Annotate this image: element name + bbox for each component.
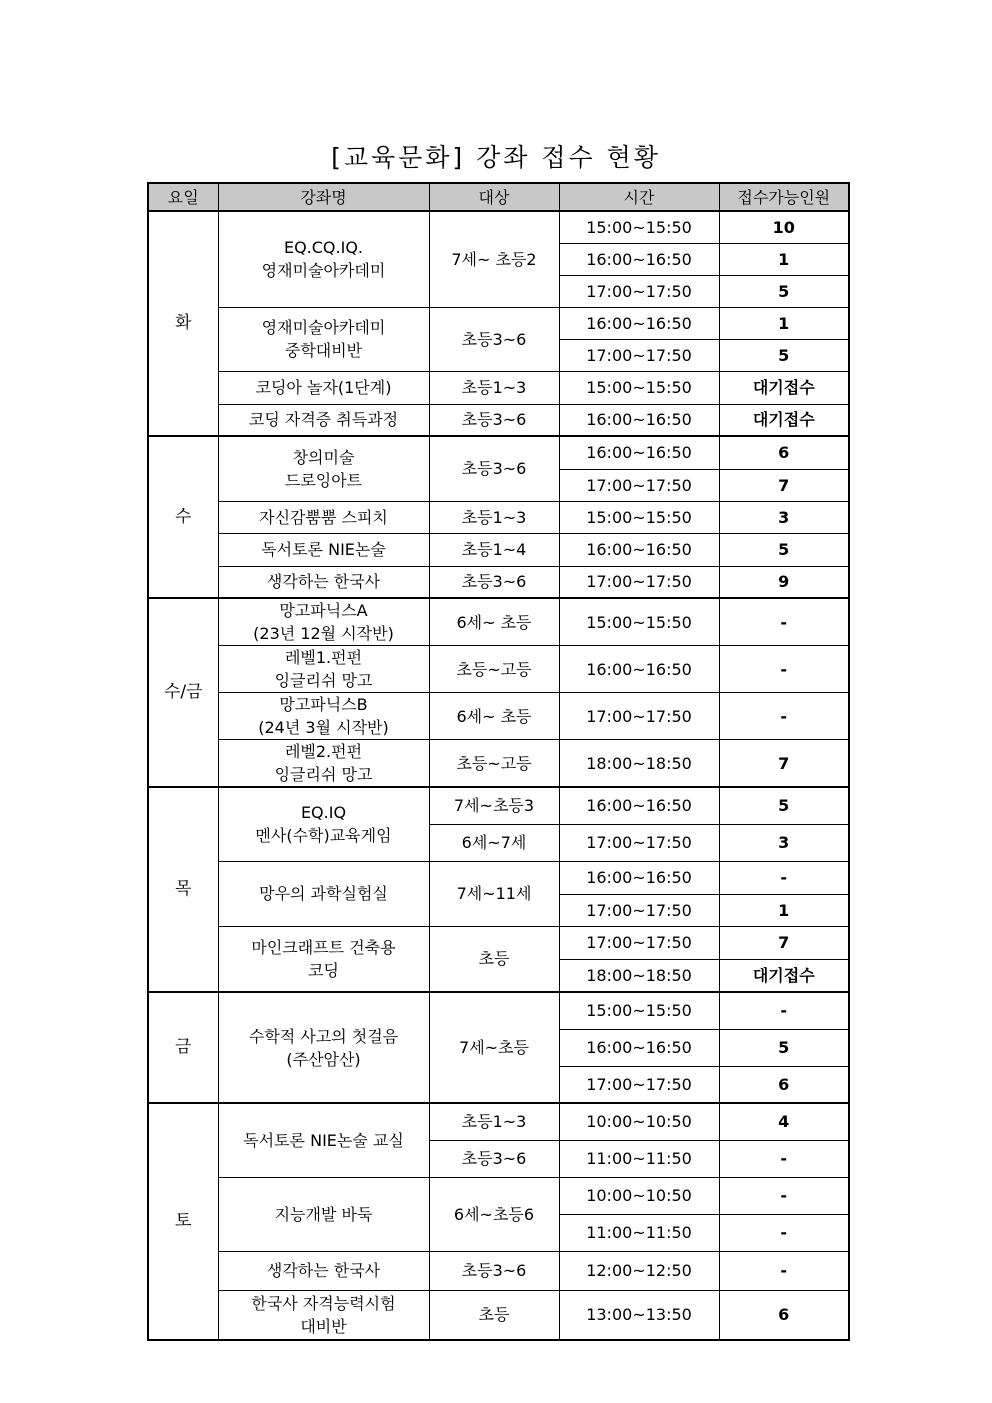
time-cell: 11:00~11:50 xyxy=(559,1140,719,1177)
target-cell: 초등1~4 xyxy=(429,533,559,566)
capacity-cell: 7 xyxy=(719,740,849,788)
day-cell: 수 xyxy=(148,436,218,598)
table-row xyxy=(148,598,849,646)
table-row xyxy=(148,1103,849,1140)
table-row xyxy=(148,1251,849,1290)
capacity-cell: 4 xyxy=(719,1103,849,1140)
time-cell: 16:00~16:50 xyxy=(559,243,719,275)
target-cell: 초등~고등 xyxy=(429,740,559,788)
table-row xyxy=(148,787,849,824)
target-cell: 초등3~6 xyxy=(429,404,559,436)
time-cell: 15:00~15:50 xyxy=(559,598,719,646)
capacity-cell: 3 xyxy=(719,824,849,861)
target-cell: 6세~ 초등 xyxy=(429,693,559,740)
time-cell: 17:00~17:50 xyxy=(559,469,719,501)
header-course-name: 강좌명 xyxy=(218,183,429,211)
target-cell: 6세~초등6 xyxy=(429,1177,559,1251)
capacity-cell: 5 xyxy=(719,787,849,824)
target-cell: 초등3~6 xyxy=(429,566,559,598)
target-cell: 7세~초등3 xyxy=(429,787,559,824)
day-cell: 금 xyxy=(148,992,218,1103)
time-cell: 12:00~12:50 xyxy=(559,1251,719,1290)
time-cell: 17:00~17:50 xyxy=(559,1066,719,1103)
target-cell: 초등~고등 xyxy=(429,646,559,693)
target-cell: 초등3~6 xyxy=(429,1140,559,1177)
course-name-cell: 독서토론 NIE논술 교실 xyxy=(218,1103,429,1177)
table-row xyxy=(148,211,849,243)
capacity-cell: - xyxy=(719,693,849,740)
capacity-cell: - xyxy=(719,598,849,646)
course-name-cell: 자신감뿜뿜 스피치 xyxy=(218,501,429,533)
target-cell: 7세~초등 xyxy=(429,992,559,1103)
time-cell: 13:00~13:50 xyxy=(559,1290,719,1340)
target-cell: 초등 xyxy=(429,926,559,992)
header-target: 대상 xyxy=(429,183,559,211)
time-cell: 11:00~11:50 xyxy=(559,1214,719,1251)
course-name-cell: 레벨1.펀펀 잉글리쉬 망고 xyxy=(218,646,429,693)
table-row xyxy=(148,646,849,693)
table-row xyxy=(148,307,849,339)
table-row xyxy=(148,740,849,788)
day-cell: 토 xyxy=(148,1103,218,1340)
target-cell: 7세~11세 xyxy=(429,861,559,926)
time-cell: 16:00~16:50 xyxy=(559,533,719,566)
table-row xyxy=(148,371,849,404)
capacity-cell: 대기접수 xyxy=(719,959,849,992)
header-row xyxy=(148,183,849,211)
target-cell: 초등3~6 xyxy=(429,436,559,501)
time-cell: 18:00~18:50 xyxy=(559,740,719,788)
time-cell: 16:00~16:50 xyxy=(559,404,719,436)
target-cell: 초등3~6 xyxy=(429,1251,559,1290)
header-capacity: 접수가능인원 xyxy=(719,183,849,211)
target-cell: 초등1~3 xyxy=(429,501,559,533)
capacity-cell: 1 xyxy=(719,243,849,275)
table-row xyxy=(148,1177,849,1214)
capacity-cell: 대기접수 xyxy=(719,371,849,404)
capacity-cell: - xyxy=(719,992,849,1029)
course-name-cell: 창의미술 드로잉아트 xyxy=(218,436,429,501)
course-name-cell: 생각하는 한국사 xyxy=(218,566,429,598)
target-cell: 초등1~3 xyxy=(429,1103,559,1140)
capacity-cell: 5 xyxy=(719,533,849,566)
capacity-cell: - xyxy=(719,646,849,693)
capacity-cell: 5 xyxy=(719,339,849,371)
capacity-cell: 6 xyxy=(719,1290,849,1340)
course-name-cell: EQ.IQ 멘사(수학)교육게임 xyxy=(218,787,429,861)
capacity-cell: 대기접수 xyxy=(719,404,849,436)
day-cell: 수/금 xyxy=(148,598,218,787)
course-name-cell: EQ.CQ.IQ. 영재미술아카데미 xyxy=(218,211,429,307)
day-cell: 목 xyxy=(148,787,218,992)
capacity-cell: 6 xyxy=(719,436,849,469)
capacity-cell: 6 xyxy=(719,1066,849,1103)
header-day: 요일 xyxy=(148,183,218,211)
capacity-cell: - xyxy=(719,1140,849,1177)
table-row xyxy=(148,926,849,959)
capacity-cell: 9 xyxy=(719,566,849,598)
course-name-cell: 생각하는 한국사 xyxy=(218,1251,429,1290)
capacity-cell: 7 xyxy=(719,926,849,959)
time-cell: 10:00~10:50 xyxy=(559,1177,719,1214)
course-name-cell: 코딩 자격증 취득과정 xyxy=(218,404,429,436)
course-name-cell: 망고파닉스B (24년 3월 시작반) xyxy=(218,693,429,740)
course-name-cell: 마인크래프트 건축용 코딩 xyxy=(218,926,429,992)
time-cell: 17:00~17:50 xyxy=(559,339,719,371)
time-cell: 16:00~16:50 xyxy=(559,861,719,894)
table-row xyxy=(148,992,849,1029)
time-cell: 17:00~17:50 xyxy=(559,566,719,598)
time-cell: 18:00~18:50 xyxy=(559,959,719,992)
time-cell: 16:00~16:50 xyxy=(559,787,719,824)
capacity-cell: - xyxy=(719,1177,849,1214)
day-cell: 화 xyxy=(148,211,218,436)
time-cell: 15:00~15:50 xyxy=(559,371,719,404)
table-row xyxy=(148,566,849,598)
course-name-cell: 망고파닉스A (23년 12월 시작반) xyxy=(218,598,429,646)
target-cell: 6세~ 초등 xyxy=(429,598,559,646)
course-name-cell: 영재미술아카데미 중학대비반 xyxy=(218,307,429,371)
table-row xyxy=(148,533,849,566)
target-cell: 6세~7세 xyxy=(429,824,559,861)
time-cell: 17:00~17:50 xyxy=(559,275,719,307)
table-row xyxy=(148,436,849,469)
time-cell: 16:00~16:50 xyxy=(559,307,719,339)
target-cell: 초등3~6 xyxy=(429,307,559,371)
course-name-cell: 독서토론 NIE논술 xyxy=(218,533,429,566)
time-cell: 16:00~16:50 xyxy=(559,1029,719,1066)
course-registration-table xyxy=(147,182,850,1341)
capacity-cell: 10 xyxy=(719,211,849,243)
course-name-cell: 망우의 과학실험실 xyxy=(218,861,429,926)
time-cell: 17:00~17:50 xyxy=(559,926,719,959)
time-cell: 16:00~16:50 xyxy=(559,436,719,469)
capacity-cell: - xyxy=(719,1251,849,1290)
table-row xyxy=(148,404,849,436)
table-body xyxy=(148,211,849,1340)
capacity-cell: 5 xyxy=(719,1029,849,1066)
capacity-cell: - xyxy=(719,861,849,894)
course-name-cell: 레벨2.펀펀 잉글리쉬 망고 xyxy=(218,740,429,788)
time-cell: 15:00~15:50 xyxy=(559,501,719,533)
time-cell: 15:00~15:50 xyxy=(559,211,719,243)
capacity-cell: 7 xyxy=(719,469,849,501)
capacity-cell: - xyxy=(719,1214,849,1251)
time-cell: 16:00~16:50 xyxy=(559,646,719,693)
time-cell: 10:00~10:50 xyxy=(559,1103,719,1140)
target-cell: 7세~ 초등2 xyxy=(429,211,559,307)
capacity-cell: 1 xyxy=(719,307,849,339)
table-row xyxy=(148,861,849,894)
time-cell: 17:00~17:50 xyxy=(559,894,719,926)
table-row xyxy=(148,501,849,533)
target-cell: 초등1~3 xyxy=(429,371,559,404)
table-row xyxy=(148,693,849,740)
target-cell: 초등 xyxy=(429,1290,559,1340)
time-cell: 15:00~15:50 xyxy=(559,992,719,1029)
table-row xyxy=(148,1290,849,1340)
course-name-cell: 코딩아 놀자(1단계) xyxy=(218,371,429,404)
course-name-cell: 한국사 자격능력시험 대비반 xyxy=(218,1290,429,1340)
capacity-cell: 5 xyxy=(719,275,849,307)
time-cell: 17:00~17:50 xyxy=(559,693,719,740)
header-time: 시간 xyxy=(559,183,719,211)
time-cell: 17:00~17:50 xyxy=(559,824,719,861)
capacity-cell: 1 xyxy=(719,894,849,926)
capacity-cell: 3 xyxy=(719,501,849,533)
course-name-cell: 수학적 사고의 첫걸음 (주산암산) xyxy=(218,992,429,1103)
page-title: [교육문화] 강좌 접수 현황 xyxy=(331,143,661,172)
course-name-cell: 지능개발 바둑 xyxy=(218,1177,429,1251)
